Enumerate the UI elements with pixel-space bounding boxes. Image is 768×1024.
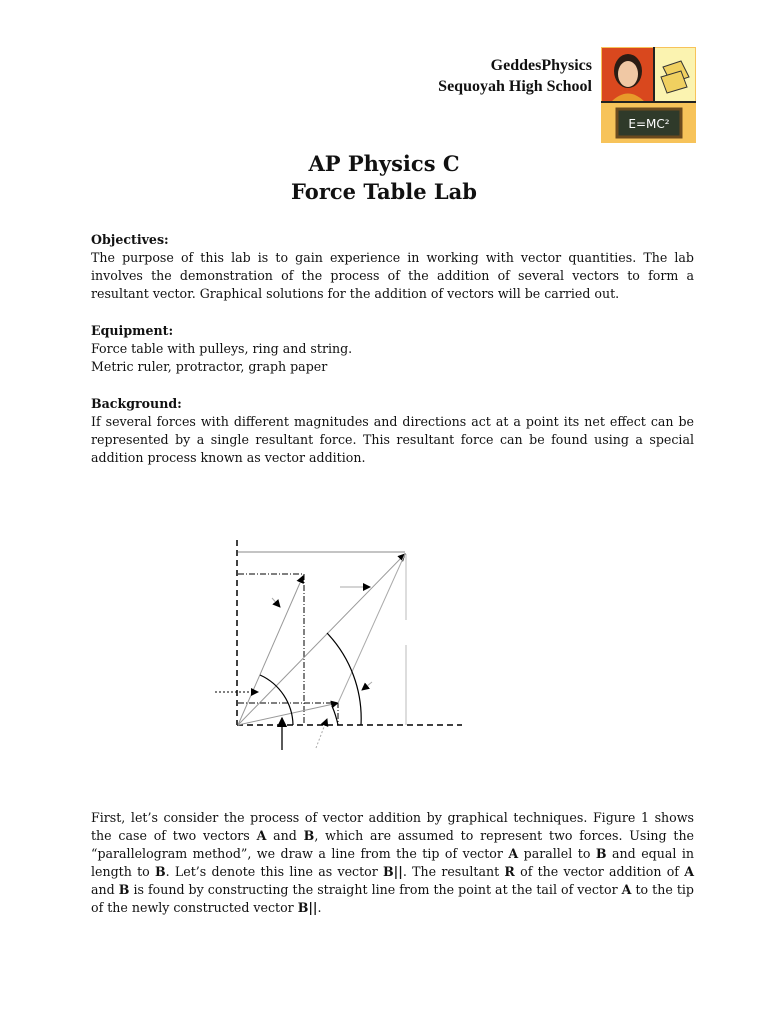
background-text: If several forces with different magnitudes and directions act at a point its net effect can be represented by a single resultant force. This resultant force can be found using a special addition process known as vector addition. <box>91 414 694 465</box>
page-title <box>0 150 768 206</box>
title-line2: Force Table Lab <box>291 179 477 204</box>
equipment-item: Force table with pulleys, ring and string. <box>91 341 353 356</box>
equipment-item: Metric ruler, protractor, graph paper <box>91 359 328 374</box>
school-header <box>438 55 592 97</box>
svg-text:E=MC²: E=MC² <box>628 117 670 131</box>
body-paragraph <box>91 809 694 917</box>
equipment-heading: Equipment: <box>91 323 174 338</box>
objectives-text: The purpose of this lab is to gain experience in working with vector quantities. The lab involves the demonstration of the process of the addition of several vectors to form a resultant vector. Graphical solutions for the addition of vectors will be carried out. <box>91 250 694 301</box>
background-section <box>91 395 694 467</box>
header-line1: GeddesPhysics <box>490 57 592 74</box>
objectives-section <box>91 231 694 303</box>
background-heading: Background: <box>91 396 182 411</box>
header-line2: Sequoyah High School <box>438 78 592 95</box>
vector-r <box>238 554 405 725</box>
vector-addition-text: First, let’s consider the process of vector addition by graphical techniques. Figure 1 shows the case of two vectors A and B, which are assumed to represent two forces. Using the “parallelogram method”, we draw a line from the tip of vector A parallel to B and equal in length to B. Let’s denote this line as vector B||. The resultant R of the vector addition of A and B is found by constructing the straight line from the point at the tail of vector A to the tip of the newly constructed vector B||. <box>91 810 695 915</box>
figure-1-vector-diagram <box>200 530 480 760</box>
equipment-section <box>91 322 694 376</box>
title-line1: AP Physics C <box>308 151 460 176</box>
teacher-logo <box>601 47 696 143</box>
vector-a-parallel <box>338 554 405 703</box>
vector-b <box>238 703 338 725</box>
objectives-heading: Objectives: <box>91 232 169 247</box>
